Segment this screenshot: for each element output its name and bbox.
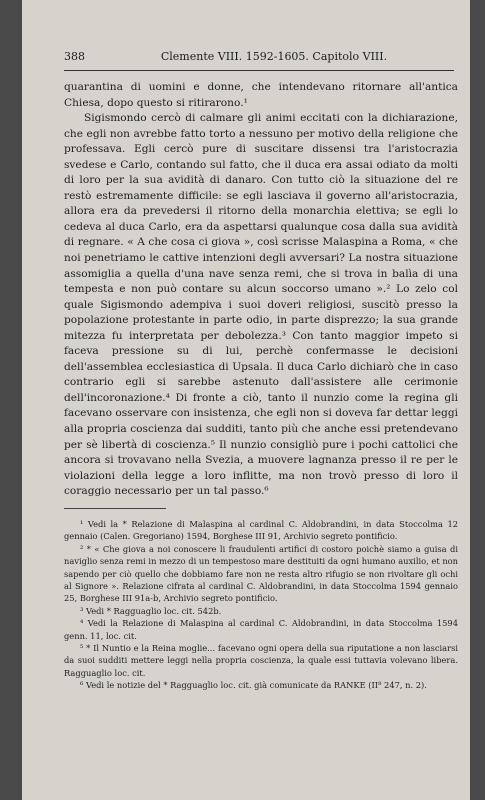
footnotes xyxy=(64,518,458,692)
footnote-2: ² * « Che giova a noi conoscere li fraudulenti artifici di costoro poichè siamo a guisa di naviglio senza remi in mezzo di un tempestoso mare destituiti da ogni humano auxilio, et non sapendo per ciò quello che dobbiamo fare non ne resta altro rifugio se non rivoltare gli ochi al Signore ». Relazione cifrata al cardinal C. Aldobrandini, in data Stoccolma 1594 gennaio 25, Borghese III 91a-b, Archivio segreto pontificio. xyxy=(64,543,458,604)
footnote-6: ⁶ Vedi le notizie del * Ragguaglio loc. cit. già comunicate da RANKE (II⁸ 247, n. 2). xyxy=(80,680,427,691)
book-page xyxy=(22,0,470,800)
paragraph-2: Sigismondo cercò di calmare gli animi eccitati con la dichiarazione, che egli non avrebbe fatto torto a nessuno per motivo della religione che professava. Egli cercò pure di suscitare dissensi tra l'aristocrazia svedese e Carlo, contando sul fatto, che il duca era assai odiato da molti di loro per la sua avidità di danaro. Con tutto ciò la situazione del re restò estremamente difficile: se egli lasciava il governo all'aristocrazia, allora era da prevedersi il ritorno della monarchia elettiva; se egli lo cedeva al duca Carlo, era da aspettarsi qualunque cosa dalla sua avidità di regnare. « A che cosa ci giova », così scrisse Malaspina a Roma, « che noi penetriamo le cattive intenzioni degli avversari? La nostra situazione assomiglia a quella d'una nave senza remi, che si trova in balìa di una tempesta e non può contare su alcun soccorso umano ».² Lo zelo col quale Sigismondo adempiva i suoi doveri religiosi, suscitò presso la popolazione protestante in parte odio, in parte disprezzo; la sua grande mitezza fu interpretata per debolezza.³ Con tanto maggior impeto si faceva pressione su di lui, perchè confermasse le decisioni dell'assemblea ecclesiastica di Upsala. Il duca Carlo dichiarò che in caso contrario egli si sarebbe astenuto dall'assistere alle cerimonie dell'incoronazione.⁴ Di fronte a ciò, tanto il nunzio come la regina gli facevano osservare con insistenza, che egli non si doveva far dettar leggi alla propria coscienza dai sudditi, tanto più che anche essi pretendevano per sè libertà di coscienza.⁵ Il nunzio consigliò pure i pochi cattolici che ancora si trovavano nella Svezia, a muovere lagnanza presso il re per le violazioni della legge a loro inflitte, ma non trovò presso di loro il coraggio necessario per un tal passo.⁶ xyxy=(64,112,458,498)
main-text xyxy=(64,80,458,500)
footnote-3: ³ Vedi * Ragguaglio loc. cit. 542b. xyxy=(80,605,222,616)
running-title: Clemente VIII. 1592-1605. Capitolo VIII. xyxy=(160,50,388,63)
footnote-5: ⁵ * Il Nuntio e la Reina moglie... facevano ogni opera della sua riputatione a non lasciarsi da suoi sudditi mettere leggi nella propria coscienza, la quale essi tuttavia volevano libera. Ragguaglio loc. cit. xyxy=(64,643,458,678)
header-rule xyxy=(64,70,454,71)
footnote-separator xyxy=(64,508,166,509)
paragraph-1: quarantina di uomini e donne, che intendevano ritornare all'antica Chiesa, dopo questo si ritirarono.¹ xyxy=(64,81,458,109)
footnote-1: ¹ Vedi la * Relazione di Malaspina al cardinal C. Aldobrandini, in data Stoccolma 12 gennaio (Calen. Gregoriano) 1594, Borghese III 91, Archivio segreto pontificio. xyxy=(64,519,458,542)
page-header xyxy=(64,50,454,63)
footnote-4: ⁴ Vedi la Relazione di Malaspina al cardinal C. Aldobrandini, in data Stoccolma 1594 genn. 11, loc. cit. xyxy=(64,618,458,641)
page-number: 388 xyxy=(64,50,85,63)
